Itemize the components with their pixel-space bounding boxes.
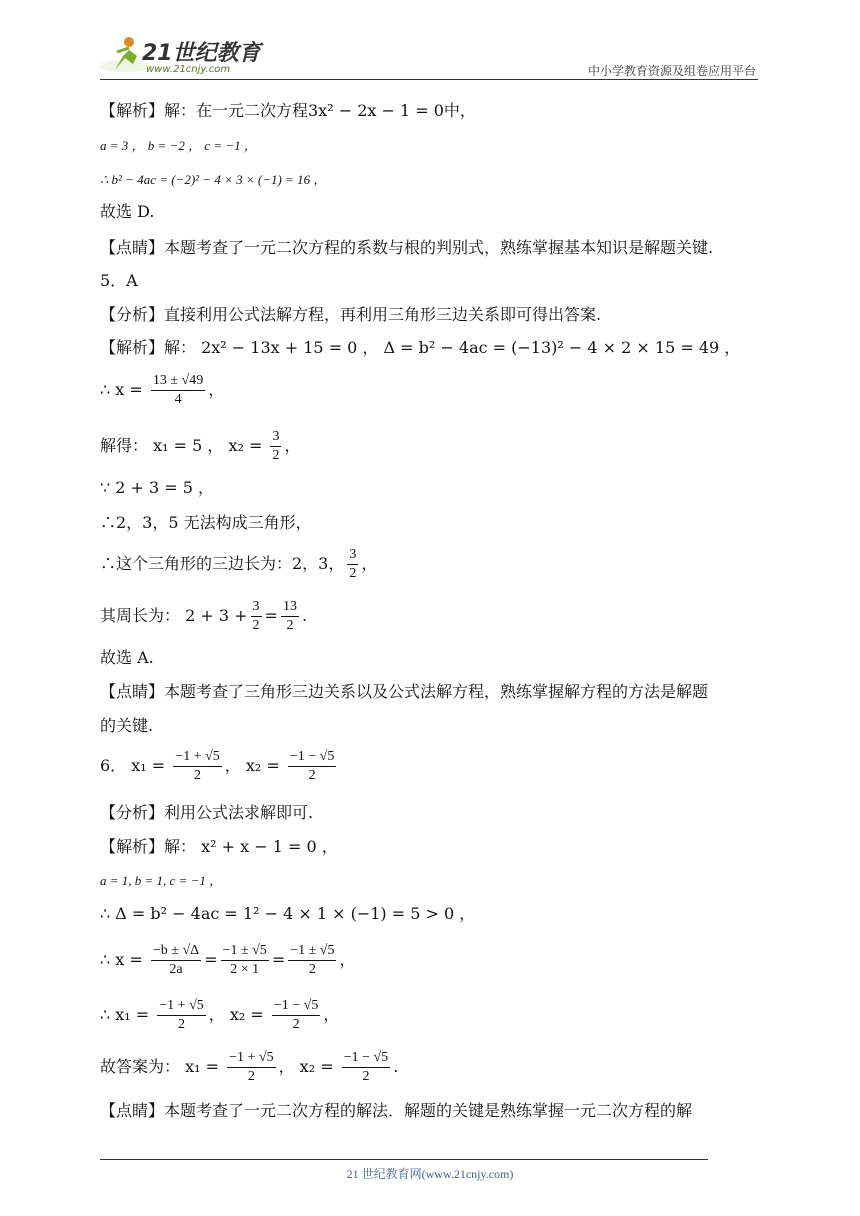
math-line: a = 3 ， b = −2 ， c = −1 ， <box>100 138 257 153</box>
question-number: 5．A <box>100 271 138 290</box>
math-line: 解得： x₁ = 5 ， x₂ = $\frac{3}{2}$ ， <box>100 429 301 463</box>
text-line: 故选 A. <box>100 648 154 667</box>
math-line: 其周长为： 2 + 3 + $\frac{3}{2}$ = $\frac{13}{2}$ . <box>100 599 308 633</box>
math-line: ∴ x = $\frac{-b \pm √\Delta}{2a}$ = $\frac{-1 \pm √5}{2 \times 1}$ = $\frac{-1 \pm √5}{2}$ ， <box>100 943 356 977</box>
math-line: 6． x₁ = $\frac{-1 + √5}{2}$ ， x₂ = $\frac{-1 - √5}{2}$ <box>100 749 335 783</box>
text-line: 【点睛】本题考查了一元二次方程的解法．解题的关键是熟练掌握一元二次方程的解 <box>100 1101 693 1120</box>
math-line: ∴ Δ = b² − 4ac = 1² − 4 × 1 × (−1) = 5 > 0 ， <box>100 904 476 923</box>
logo-text: 21世纪教育 <box>142 41 261 66</box>
math-line: 【解析】解： x² + x − 1 = 0 ， <box>100 837 338 856</box>
header-title: 中小学教育资源及组卷应用平台 <box>587 64 756 78</box>
footer-text: 21 世纪教育网(www.21cnjy.com) <box>346 1167 514 1181</box>
logo-url: www.21cnjy.com <box>146 64 231 75</box>
math-line: ∴ b² − 4ac = (−2)² − 4 × 3 × (−1) = 16 ， <box>100 172 327 187</box>
text-line: 的关键. <box>100 716 154 735</box>
text-line: 【分析】利用公式法求解即可. <box>100 803 314 822</box>
text-line: 【解析】解：在一元二次方程3x² − 2x − 1 = 0中， <box>100 101 476 120</box>
math-line: 故答案为： x₁ = $\frac{-1 + √5}{2}$ ， x₂ = $\frac{-1 - √5}{2}$ . <box>100 1050 399 1084</box>
math-line: ∴ x₁ = $\frac{-1 + √5}{2}$ ， x₂ = $\frac{-1 - √5}{2}$ ， <box>100 998 340 1032</box>
header-divider <box>100 79 758 80</box>
text-line: 【解析】解： 2x² − 13x + 15 = 0 ， Δ = b² − 4ac = (−13)² − 4 × 2 × 15 = 49 ， <box>100 338 741 357</box>
footer-divider <box>100 1159 708 1160</box>
math-line: ∴这个三角形的三边长为：2，3， $\frac{3}{2}$ ， <box>100 547 378 581</box>
text-line: ∵ 2 + 3 = 5 ， <box>100 478 215 497</box>
text-line: ∴2，3，5 无法构成三角形， <box>100 513 312 532</box>
text-line: 【点睛】本题考查了一元二次方程的系数与根的判别式，熟练掌握基本知识是解题关键. <box>100 238 714 257</box>
text-line: 故选 D. <box>100 202 155 221</box>
text-line: 【分析】直接利用公式法解方程，再利用三角形三边关系即可得出答案. <box>100 305 602 324</box>
math-line: ∴ x = $\frac{13 \pm √49}{4}$ ， <box>100 373 225 407</box>
math-line: a = 1, b = 1, c = −1 ， <box>100 873 223 888</box>
text-line: 【点睛】本题考查了三角形三边关系以及公式法解方程，熟练掌握解方程的方法是解题 <box>100 682 709 701</box>
